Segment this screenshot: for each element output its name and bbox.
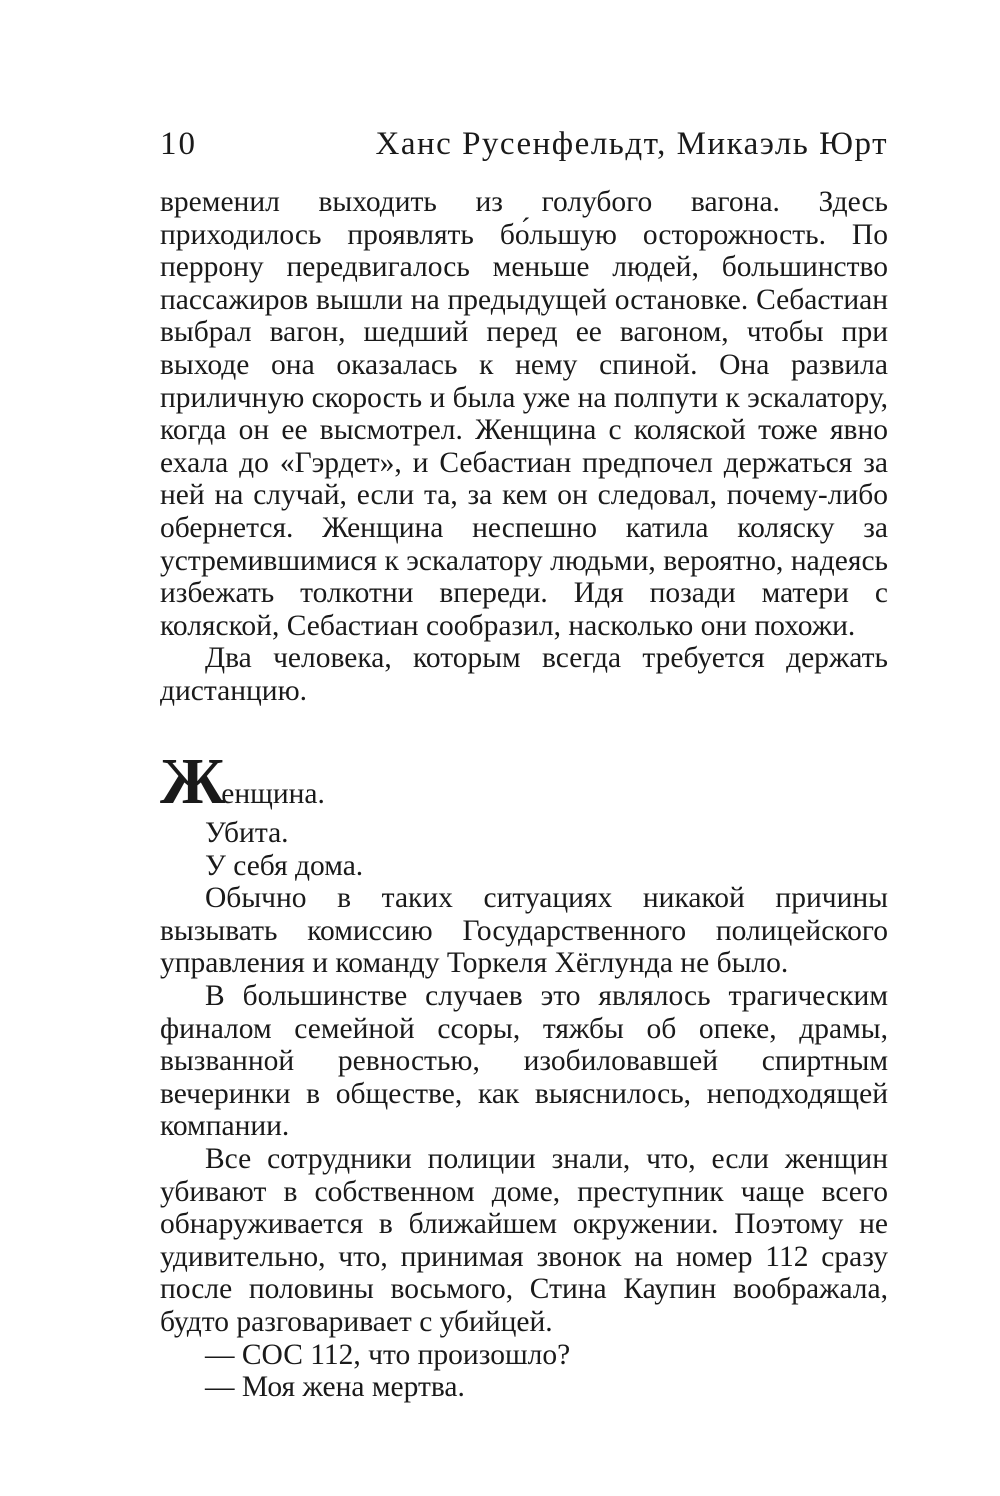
paragraph: Два человека, которым всегда требуется держать дистанцию. [160, 642, 888, 707]
dialogue-line: — СОС 112, что произошло? [205, 1338, 571, 1371]
drop-cap: Ж [160, 745, 222, 818]
section-opening-line [160, 745, 888, 818]
running-head [160, 122, 888, 166]
paragraph: временил выходить из голубого вагона. Здесь приходилось проявлять бо́льшую осторожность. По перрону передвигалось меньше людей, большинство пассажиров вышли на предыдущей остановке. Себастиан выбрал вагон, шедший перед ее вагоном, чтобы при выходе она оказалась к нему спиной. Она развила приличную скорость и была уже на полпути к эскалатору, когда он ее высмотрел. Женщина с коляской тоже явно ехала до «Гэрдет», и Себастиан предпочел держаться за ней на случай, если та, за кем он следовал, почему-либо обернется. Женщина неспешно катила коляску за устремившимися к эскалатору людьми, вероятно, надеясь избежать толкотни впереди. Идя позади матери с коляской, Себастиан сообразил, насколько они похожи. [160, 186, 888, 642]
dialogue-line: — Моя жена мертва. [205, 1371, 465, 1404]
section-1-text [160, 186, 888, 708]
page-number: 10 [160, 126, 197, 162]
header-title: Ханс Русенфельдт, Микаэль Юрт [375, 126, 888, 162]
opening-word-rest: енщина. [221, 778, 325, 810]
paragraph: У себя дома. [205, 849, 364, 882]
paragraph: Все сотрудники полиции знали, что, если женщин убивают в собственном доме, преступник чаще всего обнаруживается в ближайшем окружении. Поэтому не удивительно, что, принимая звонок на номер 112 сразу после половины восьмого, Стина Каупин воображала, будто разговаривает с убийцей. [160, 1142, 888, 1338]
paragraph: В большинстве случаев это являлось трагическим финалом семейной ссоры, тяжбы об опеке, драмы, вызванной ревностью, изобиловавшей спиртным вечеринки в обществе, как выяснилось, неподходящей компании. [160, 979, 888, 1143]
paragraph: Убита. [205, 817, 289, 849]
section-2-text [160, 745, 888, 1404]
paragraph: Обычно в таких ситуациях никакой причины вызывать комиссию Государственного полицейского управления и команду Торкеля Хёглунда не было. [160, 882, 888, 980]
